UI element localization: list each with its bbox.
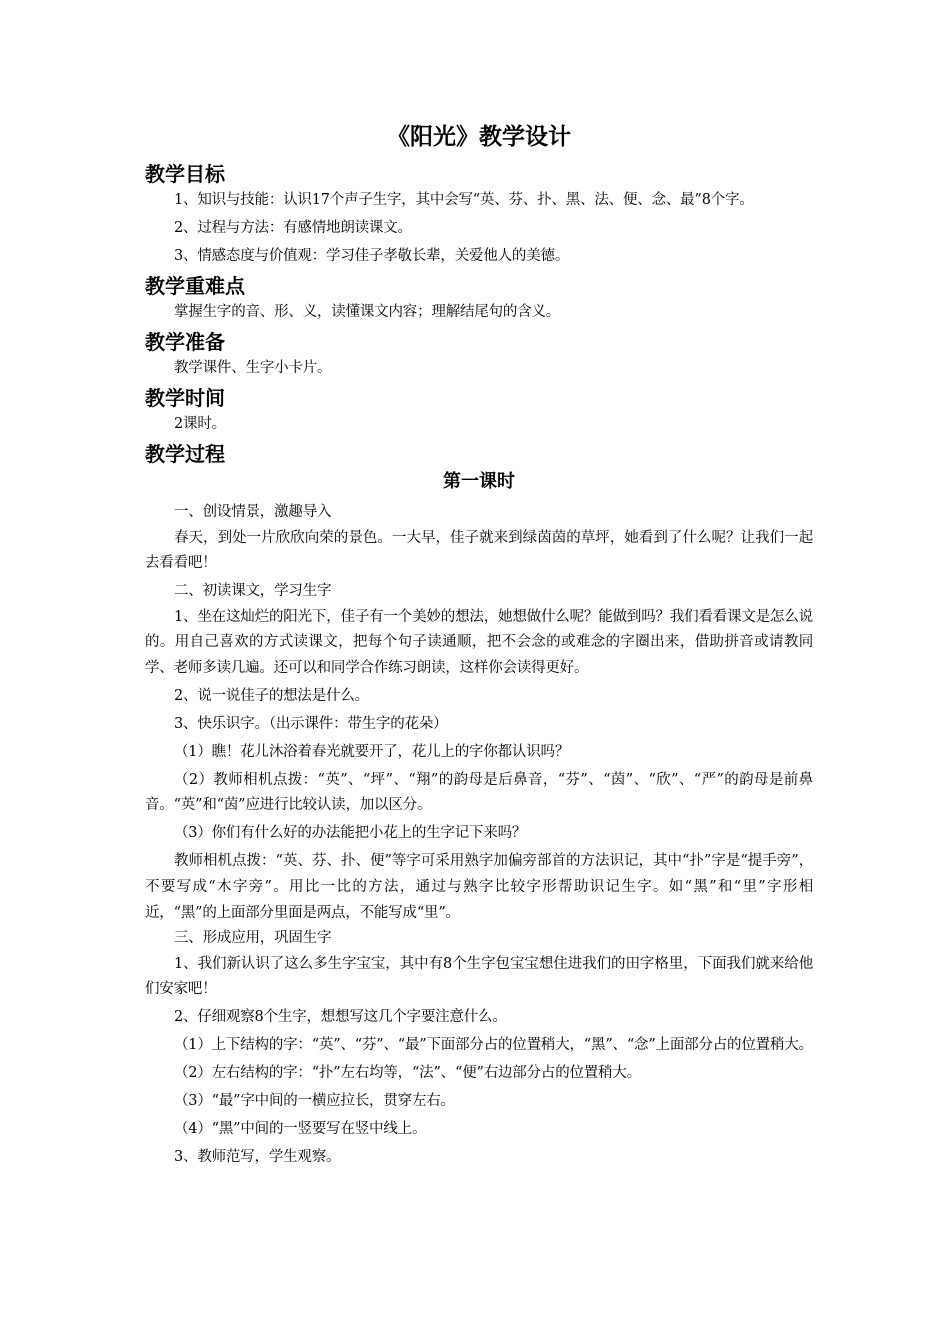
- paragraph: （2）左右结构的字：“扑”左右均等，“法”、“便”右边部分占的位置稍大。: [174, 1065, 641, 1082]
- paragraph: 3、情感态度与价值观：学习佳子孝敬长辈，关爱他人的美德。: [174, 247, 570, 264]
- section-heading-preparation: 教学准备: [145, 329, 225, 354]
- section-process: [145, 440, 813, 1171]
- section-heading-objectives: 教学目标: [145, 162, 225, 186]
- section-time: [145, 384, 813, 438]
- section-heading-time: 教学时间: [145, 385, 225, 410]
- paragraph: 1、知识与技能：认识17个声子生字，其中会写“英、芬、扑、黑、法、便、念、最”8个字。: [174, 192, 754, 208]
- paragraph: 教学课件、生字小卡片。: [174, 359, 332, 376]
- paragraph: 教师相机点拨：“英、芬、扑、便”等字可采用熟字加偏旁部首的方法识记，其中“扑”字是“提手旁”，不要写成“木字旁”。用比一比的方法，通过与熟字比较字形帮助识记生字。如“黑”和“里”字形相近，“黑”的上面部分里面是两点，不能写成“里”。: [145, 853, 813, 921]
- document-title: 《阳光》教学设计: [387, 124, 571, 150]
- paragraph: 春天，到处一片欣欣向荣的景色。一大早，佳子就来到绿茵茵的草坪，她看到了什么呢？让我们一起去看看吧！: [145, 529, 813, 572]
- paragraph: 3、教师范写，学生观察。: [174, 1149, 341, 1166]
- section-heading-process: 教学过程: [145, 441, 225, 466]
- paragraph: 2、说一说佳子的想法是什么。: [174, 687, 369, 704]
- lesson-title: 第一课时: [443, 470, 515, 492]
- paragraph: 2、过程与方法：有感情地朗读课文。: [174, 219, 412, 236]
- section-key-points: [145, 272, 813, 326]
- paragraph: 三、形成应用，巩固生字: [174, 930, 332, 947]
- paragraph: （1）上下结构的字：“英”、“芬”、“最”下面部分占的位置稍大，“黑”、“念”上面部分占的位置稍大。: [174, 1037, 813, 1054]
- paragraph: 2、仔细观察8个生字，想想写这几个字要注意什么。: [174, 1009, 507, 1026]
- paragraph: （4）“黑”中间的一竖要写在竖中线上。: [174, 1121, 427, 1138]
- paragraph: 1、坐在这灿烂的阳光下，佳子有一个美妙的想法，她想做什么呢？能做到吗？我们看看课文是怎么说的。用自己喜欢的方式读课文，把每个句子读通顺，把不会念的或难念的字圈出来，借助拼音或请教同学、老师多读几遍。还可以和同学合作练习朗读，这样你会读得更好。: [145, 608, 813, 676]
- paragraph: 掌握生字的音、形、义，读懂课文内容；理解结尾句的含义。: [174, 303, 561, 320]
- section-preparation: [145, 328, 813, 382]
- section-heading-key-points: 教学重难点: [145, 273, 245, 298]
- paragraph: 一、创设情景，激趣导入: [174, 503, 332, 520]
- paragraph: （1）瞧！花儿沐浴着春光就要开了，花儿上的字你都认识吗？: [174, 743, 570, 760]
- document-page: [145, 120, 813, 1173]
- paragraph: （3）“最”字中间的一横应拉长，贯穿左右。: [174, 1093, 455, 1110]
- paragraph: 1、我们新认识了这么多生字宝宝，其中有8个生字包宝宝想住进我们的田字格里，下面我们就来给他们安家吧！: [145, 955, 813, 998]
- paragraph: 3、快乐识字。（出示课件：带生字的花朵）: [174, 715, 448, 732]
- paragraph: 2课时。: [174, 415, 226, 432]
- paragraph: （2）教师相机点拨：“英”、“坪”、“翔”的韵母是后鼻音，“芬”、“茵”、“欣”、“严”的韵母是前鼻音。“英”和“茵”应进行比较认读，加以区分。: [145, 771, 813, 814]
- section-objectives: [145, 160, 813, 270]
- paragraph: 二、初读课文，学习生字: [174, 583, 332, 600]
- paragraph: （3）你们有什么好的办法能把小花上的生字记下来吗？: [174, 825, 527, 842]
